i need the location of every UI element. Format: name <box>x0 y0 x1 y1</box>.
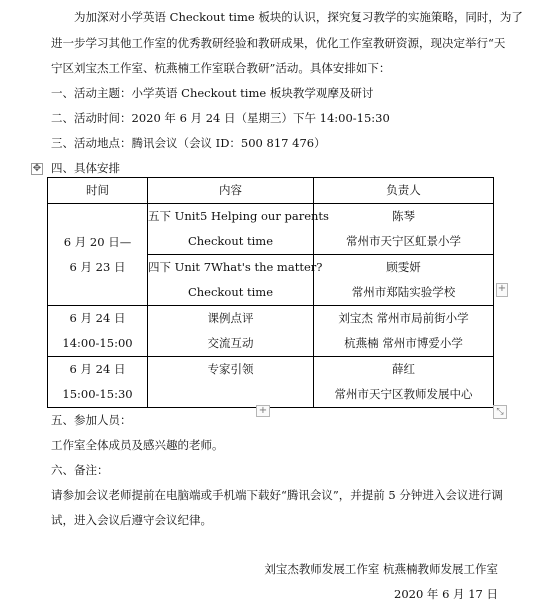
table-cell-content <box>148 357 314 408</box>
table-cell-person <box>314 357 494 408</box>
table-row <box>48 357 494 408</box>
section-attendees: 五、参加人员： <box>51 413 132 427</box>
cell-text: 交流互动 <box>207 336 254 350</box>
header-content: 内容 <box>148 178 314 204</box>
cell-text: Checkout time <box>187 234 274 248</box>
add-row-plus-icon[interactable]: + <box>256 405 270 417</box>
table-cell-content <box>148 255 323 306</box>
section-notes: 六、备注： <box>51 463 109 477</box>
notes-line-1: 请参加会议老师提前在电脑端或手机端下载好“腾讯会议”，并提前 5 分钟进入会议进行调 <box>51 488 503 502</box>
cell-text: 刘宝杰 常州市局前街小学 <box>338 311 469 325</box>
section-place: 三、活动地点：腾讯会议（会议 ID：500 817 476） <box>51 136 326 150</box>
cell-text: 6 月 24 日 <box>69 362 126 376</box>
cell-text: 常州市郑陆实验学校 <box>351 285 456 299</box>
table-row <box>48 306 494 357</box>
attendees-text: 工作室全体成员及感兴趣的老师。 <box>51 438 224 452</box>
table-row <box>48 204 494 255</box>
cell-text: 常州市天宁区虹景小学 <box>346 234 461 248</box>
section-topic: 一、活动主题：小学英语 Checkout time 板块教学观摩及研讨 <box>51 86 374 100</box>
section-time: 二、活动时间：2020 年 6 月 24 日（星期三）下午 14:00-15:30 <box>51 111 390 125</box>
cell-text: 6 月 20 日— <box>63 234 132 249</box>
table-cell-time <box>48 357 148 408</box>
cell-text: 专家引领 <box>207 362 254 376</box>
intro-line-2: 进一步学习其他工作室的优秀教研经验和教研成果，优化工作室教研资源，现决定举行“天 <box>51 36 506 50</box>
cell-text: 顾雯妍 <box>386 260 421 274</box>
cell-text: 课例点评 <box>207 311 254 325</box>
cell-text: 四下 Unit 7What's the matter? <box>148 260 323 274</box>
cell-text: 6 月 23 日 <box>69 259 126 274</box>
notes-line-2: 试，进入会议后遵守会议纪律。 <box>51 513 212 527</box>
add-column-plus-icon[interactable]: + <box>496 283 508 297</box>
schedule-table <box>47 177 494 408</box>
cell-text: 6 月 24 日 <box>69 311 126 325</box>
table-cell-person <box>314 204 494 255</box>
header-person: 负责人 <box>314 178 494 204</box>
intro-line-1: 为加深对小学英语 Checkout time 板块的认识，探究复习教学的实施策略，同时，为了 <box>74 10 523 24</box>
table-cell-content <box>148 204 329 255</box>
cell-text: 15:00-15:30 <box>62 387 133 401</box>
cell-text: 杭燕楠 常州市博爱小学 <box>344 336 463 350</box>
section-schedule: 四、具体安排 <box>51 161 120 175</box>
intro-line-3: 宁区刘宝杰工作室、杭燕楠工作室联合教研”活动。具体安排如下： <box>51 61 391 75</box>
table-header-row <box>48 178 494 204</box>
cell-text: Checkout time <box>187 285 274 299</box>
table-cell-content <box>148 306 314 357</box>
table-cell-person <box>314 306 494 357</box>
cell-text: 常州市天宁区教师发展中心 <box>334 387 473 401</box>
signature-org: 刘宝杰教师发展工作室 杭燕楠教师发展工作室 <box>264 562 498 576</box>
cell-text: 14:00-15:00 <box>62 336 133 350</box>
table-cell-person <box>314 255 494 306</box>
table-cell-time <box>48 306 148 357</box>
resize-icon[interactable]: ⤡ <box>493 405 507 419</box>
cell-text: 五下 Unit5 Helping our parents <box>148 209 329 223</box>
cell-text: 薛红 <box>392 362 415 376</box>
signature-date: 2020 年 6 月 17 日 <box>394 587 498 601</box>
move-icon[interactable]: ✥ <box>32 163 42 174</box>
table-cell-time <box>48 204 148 306</box>
header-time: 时间 <box>48 178 148 204</box>
cell-text: 陈琴 <box>392 209 415 223</box>
